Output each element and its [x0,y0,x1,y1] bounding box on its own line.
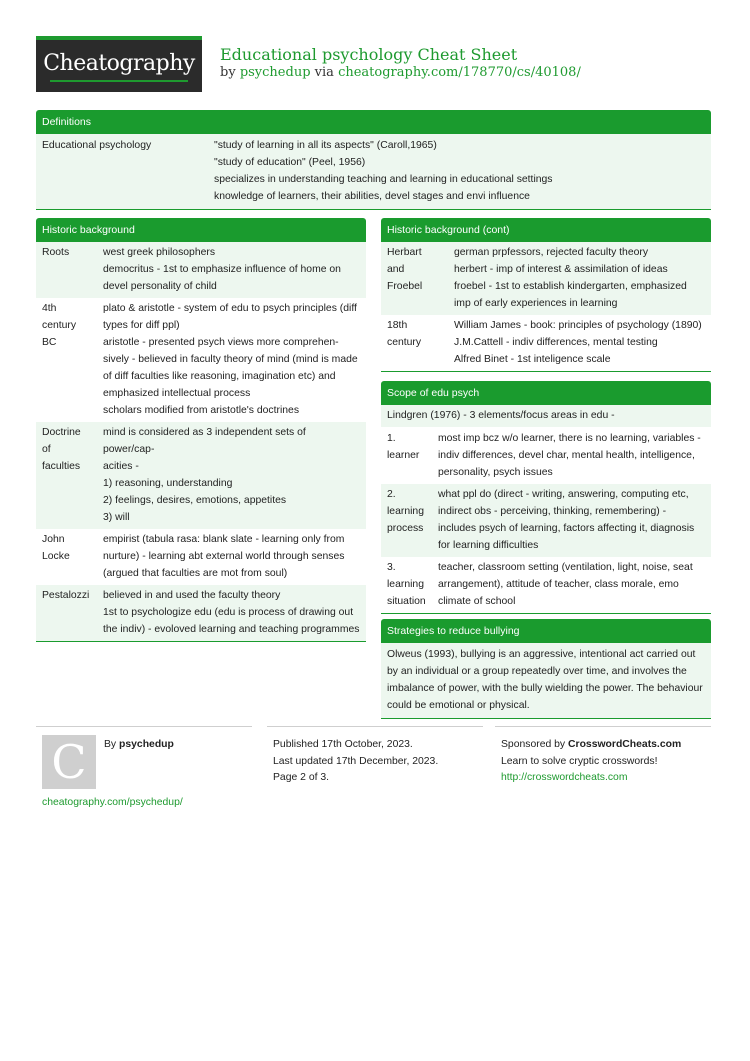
scope-section [381,381,711,614]
row-key [42,300,103,419]
value-line: (argued that faculties are mot from soul) [103,568,288,579]
key-line: learner [387,450,420,461]
row-value [438,559,705,610]
value-line: democritus - 1st to emphasize influence of home on [103,264,341,275]
title-block [220,45,581,80]
value-line: devel personality of child [103,281,217,292]
table-row [381,484,711,557]
value-line: includes psych of learning, factors affecting it, diagnosis [438,523,695,534]
section-heading: Strategies to reduce bullying [381,619,711,643]
text-line: could be emotional or physical. [387,700,530,711]
scope-intro: Lindgren (1976) - 3 elements/focus areas in edu - [381,405,711,427]
sponsor-line [501,737,711,754]
historic-background-cont-section [381,218,711,372]
value-line: "study of education" (Peel, 1956) [214,157,366,168]
row-key [387,430,438,481]
byline-via: via [314,65,334,80]
section-body [381,405,711,614]
value-line: 2) feelings, desires, emotions, appetites [103,495,287,506]
bullying-section [381,619,711,719]
value-line: the indiv) - evoloved learning and teaching programmes [103,624,360,635]
section-heading: Historic background [36,218,366,242]
row-key [387,317,454,368]
key-line: Locke [42,551,70,562]
value-line: "study of learning in all its aspects" (Caroll,1965) [214,140,437,151]
key-line: faculties [42,461,81,472]
footer-sponsor-col [495,726,711,787]
table-row [381,315,711,371]
key-line: century [387,337,422,348]
key-line: Pestalozzi [42,590,90,601]
value-line: types for diff ppl) [103,320,180,331]
row-value [454,317,705,368]
value-line: german prpfessors, rejected faculty theory [454,247,649,258]
row-value [103,424,360,526]
key-line: John [42,534,65,545]
page-number: Page 2 of 3. [273,772,330,783]
value-line: J.M.Cattell - indiv differences, mental testing [454,337,658,348]
byline [220,65,581,80]
key-line: learning [387,579,424,590]
logo-text: Cheatography [43,51,195,76]
row-value [438,486,705,554]
value-line: herbert - imp of interest & assimilation of ideas [454,264,668,275]
value-line: for learning difficulties [438,540,539,551]
cheatography-logo[interactable] [36,36,202,92]
key-line: Froebel [387,281,423,292]
key-line: century [42,320,77,331]
sponsor-tagline: Learn to solve cryptic crosswords! [501,755,658,767]
section-heading: Definitions [36,110,711,134]
key-line: Doctrine [42,427,81,438]
section-heading: Historic background (cont) [381,218,711,242]
row-key [387,486,438,554]
historic-background-section [36,218,366,642]
row-value [214,137,705,205]
table-row [36,585,366,641]
value-line: 1) reasoning, understanding [103,478,233,489]
value-line: aristotle - presented psych views more comprehen- [103,337,339,348]
footer-author-name[interactable]: psychedup [119,739,174,750]
definitions-section [36,110,711,210]
key-line: 4th [42,303,57,314]
avatar[interactable]: C [42,735,96,789]
value-line: indiv differences, devel char, mental health, intelligence, [438,450,695,461]
row-value [103,244,360,295]
key-line: of [42,444,51,455]
row-value [103,587,360,638]
key-line: situation [387,596,426,607]
sponsor-link[interactable]: http://crosswordcheats.com [501,772,628,783]
value-line: personality, psych issues [438,467,553,478]
author-profile-link[interactable]: cheatography.com/psychedup/ [42,797,183,808]
sheet-url-link[interactable]: cheatography.com/178770/cs/40108/ [338,65,581,80]
text-line: by an individual or a group repeatedly over time, and involves the [387,666,687,677]
value-line: knowledge of learners, their abilities, devel stages and envi influence [214,191,530,202]
logo-underline [50,80,188,82]
value-line: believed in and used the faculty theory [103,590,281,601]
footer-dates-col [267,726,483,787]
value-line: teacher, classroom setting (ventilation, light, noise, seat [438,562,693,573]
key-line: 1. [387,433,396,444]
section-body [381,242,711,372]
footer-author-col [36,726,252,816]
value-line: acities - [103,461,139,472]
logo-accent-bar [36,36,202,40]
table-row [381,427,711,484]
value-line: emphasized intellectual process [103,388,251,399]
table-row [36,134,711,209]
value-line: plato & aristotle - system of edu to psych principles (diff [103,303,357,314]
value-line: most imp bcz w/o learner, there is no learning, variables - [438,433,701,444]
updated-date: Last updated 17th December, 2023. [273,755,439,767]
row-key [42,531,103,582]
value-line: 1st to psychologize edu (edu is process of drawing out [103,607,354,618]
value-line: imp of early experiences in learning [454,298,618,309]
row-value [103,300,360,419]
value-line: empirist (tabula rasa: blank slate - learning only from [103,534,345,545]
section-heading: Scope of edu psych [381,381,711,405]
row-key [42,244,103,295]
author-link[interactable]: psychedup [239,65,311,80]
row-key [387,559,438,610]
value-line: Alfred Binet - 1st inteligence scale [454,354,611,365]
text-line: imbalance of power, with the bully wielding the power. The behaviour [387,683,703,694]
text-line: Olweus (1993), bullying is an aggressive, intentional act carried out [387,649,696,660]
key-line: learning [387,506,424,517]
key-line: BC [42,337,57,348]
value-line: west greek philosophers [103,247,216,258]
value-line: climate of school [438,596,516,607]
bullying-text [381,643,711,718]
value-line: of diff faculties like reasoning, imagination etc) and [103,371,336,382]
key-line: 2. [387,489,396,500]
published-date: Published 17th October, 2023. [273,739,413,750]
table-row [36,422,366,529]
value-line: froebel - 1st to establish kindergarten, emphasized [454,281,687,292]
value-line: William James - book: principles of psychology (1890) [454,320,702,331]
value-line: indirect obs - perceiving, thinking, remembering) - [438,506,667,517]
section-body [36,242,366,642]
row-key [387,244,454,312]
value-line: mind is considered as 3 independent sets of power/cap- [103,427,306,455]
key-line: and [387,264,405,275]
row-value [454,244,705,312]
key-line: process [387,523,424,534]
sheet-title: Educational psychology Cheat Sheet [220,45,518,64]
key-line: 18th [387,320,408,331]
table-row [381,242,711,315]
section-body [381,643,711,719]
sponsor-name[interactable]: CrosswordCheats.com [568,739,682,750]
sponsored-label: Sponsored by [501,739,566,750]
table-row [36,242,366,298]
footer-by [104,737,174,754]
value-line: nurture) - learning abt external world through senses [103,551,345,562]
key-line: Herbart [387,247,422,258]
value-line: specializes in understanding teaching and learning in educational settings [214,174,553,185]
value-line: 3) will [103,512,130,523]
table-row [381,557,711,613]
page-header [36,36,711,94]
row-key [42,424,103,526]
table-row [36,298,366,422]
row-value [438,430,705,481]
row-key: Educational psychology [42,140,152,151]
value-line: sively - believed in faculty theory of mind (mind is made [103,354,358,365]
value-line: scholars modified from aristotle's doctrines [103,405,300,416]
row-key [42,587,103,638]
key-line: Roots [42,247,70,258]
key-line: 3. [387,562,396,573]
value-line: what ppl do (direct - writing, answering, computing etc, [438,489,689,500]
table-row [36,529,366,585]
section-body [36,134,711,210]
by-label: By [104,739,117,750]
value-line: arrangement), attitude of teacher, class morale, emo [438,579,679,590]
row-value [103,531,360,582]
byline-by: by [220,65,236,80]
